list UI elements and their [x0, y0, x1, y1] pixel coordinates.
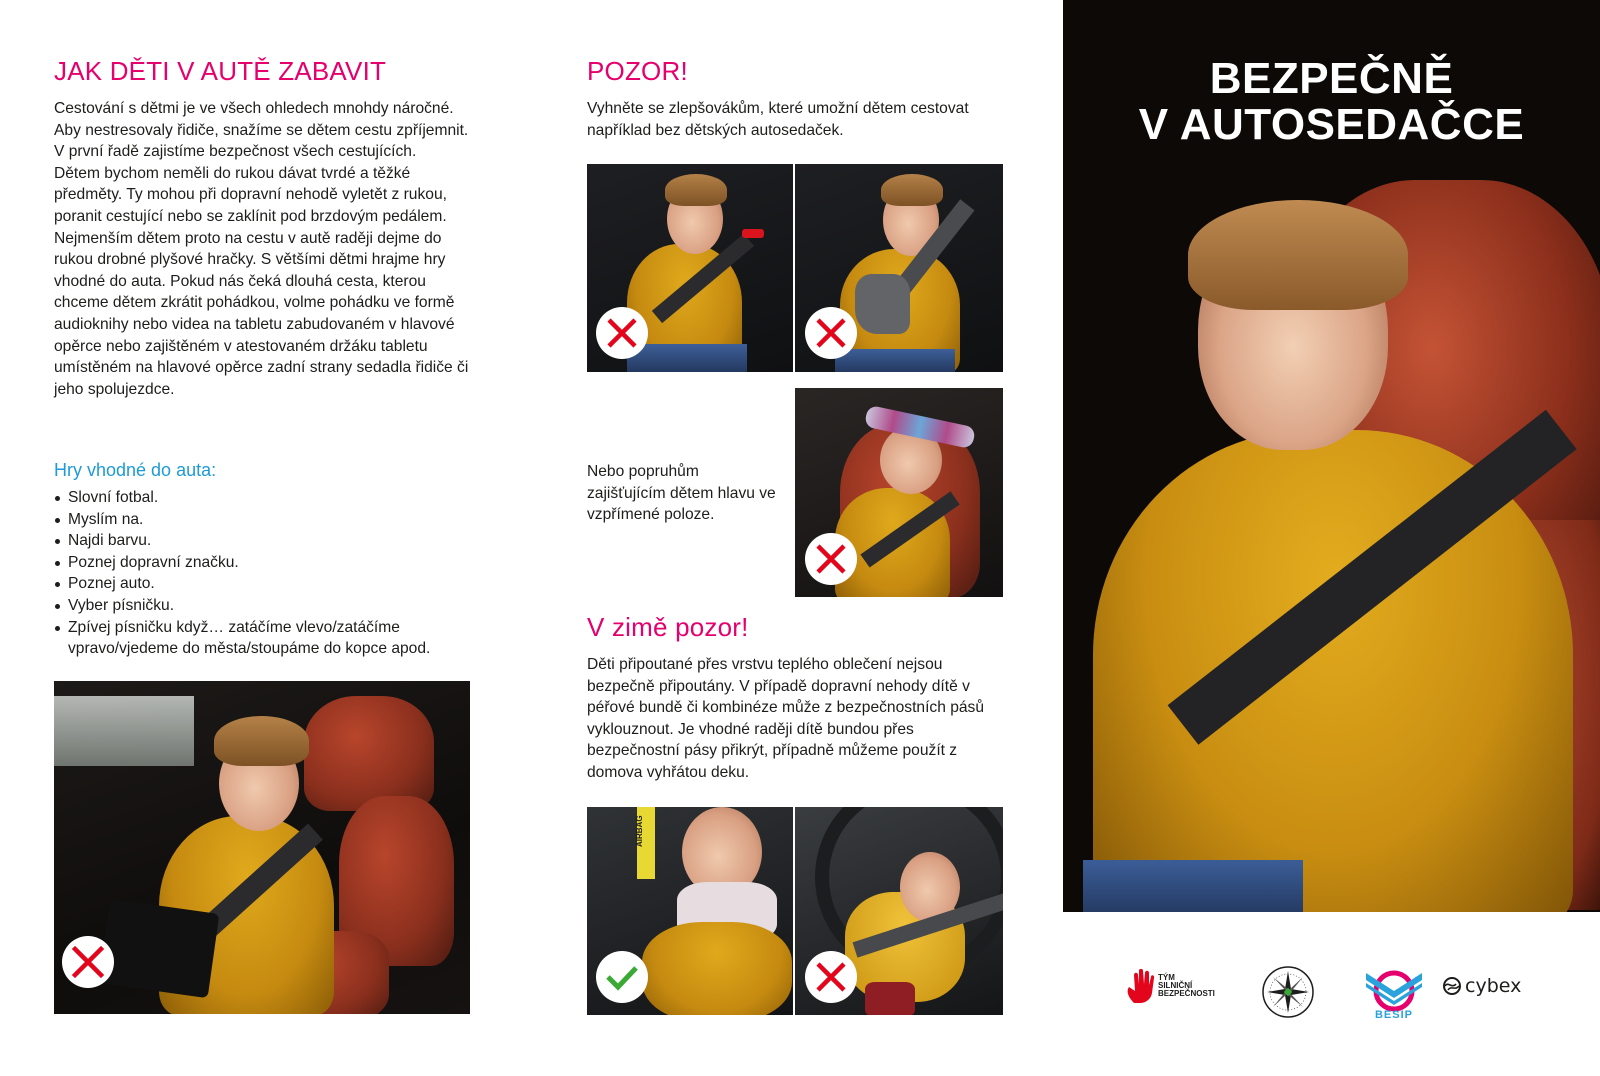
police-star-icon: [1261, 965, 1315, 1019]
check-icon: [605, 960, 639, 994]
badge-incorrect: [805, 951, 857, 1003]
logo-tym-silnicni-bezpecnosti: TÝM SILNIČNÍ BEZPEČNOSTI: [1126, 969, 1215, 1003]
belt-positioner-pad: [855, 274, 910, 334]
cross-icon: [71, 945, 105, 979]
child-hair: [665, 174, 727, 206]
winter-text: Děti připoutané přes vrstvu teplého oblečení nejsou bezpečně připoutány. V případě dopravní nehody dítě v péřové bundě či kombinéze může z bezpečnostních pásů vyklouznout. Je vhodné raději dítě bundou přes bezpečnostní pásy přikrýt, případně můžeme použít z domova vyhřátou deku.: [587, 656, 985, 781]
games-list: [54, 487, 474, 660]
cybex-icon: [1442, 976, 1462, 996]
games-list-item: Najdi barvu.: [54, 530, 474, 552]
badge-incorrect: [805, 533, 857, 585]
jacket-baby-photo: [795, 807, 1003, 1015]
belt-clip-photo: [587, 164, 793, 372]
red-belt-clip: [742, 229, 764, 238]
head-strap-photo: [795, 388, 1003, 597]
head-strap-text: Nebo popruhům zajišťujícím dětem hlavu ve vzpřímené poloze.: [587, 463, 776, 524]
pozor-title: POZOR!: [587, 56, 688, 86]
partner-logos: [1063, 955, 1600, 1025]
child-hair: [214, 716, 309, 766]
tablet-boy-photo: [54, 681, 470, 1014]
blanket-baby-photo: [587, 807, 793, 1015]
badge-incorrect: [805, 307, 857, 359]
besip-emblem-icon: [1364, 965, 1424, 1015]
cross-icon: [814, 542, 848, 576]
jeans: [1083, 860, 1303, 912]
logo-cybex: cybex: [1442, 975, 1521, 997]
games-list-item: Myslím na.: [54, 509, 474, 531]
airbag-warning-label: AIRBAG: [637, 807, 655, 879]
logo-besip: BESIP: [1364, 959, 1424, 1021]
cross-icon: [605, 316, 639, 350]
cross-icon: [814, 960, 848, 994]
logo-policie-cr: [1261, 965, 1315, 1019]
games-list-item: Poznej dopravní značku.: [54, 552, 474, 574]
winter-title: V zimě pozor!: [587, 612, 749, 642]
games-list-item: Poznej auto.: [54, 573, 474, 595]
left-paragraph: Cestování s dětmi je ve všech ohledech mnohdy náročné. Aby nestresovaly řidiče, snažíme se dětem cestu zpříjemnit. V první řadě zajistíme bezpečnost všech cestujících.: [54, 100, 469, 161]
badge-incorrect: [596, 307, 648, 359]
yellow-blanket: [642, 922, 792, 1015]
belt-pad-photo: [795, 164, 1003, 372]
red-hand-icon: [1126, 969, 1156, 1003]
games-list-item: Slovní fotbal.: [54, 487, 474, 509]
child-hair: [1188, 200, 1408, 310]
left-paragraph: Nejmenším dětem proto na cestu v autě raději dejme do rukou drobné plyšové hračky. S většími dětmi hrajme hry vhodné do auta. Pokud nás čeká dlouhá cesta, kterou chceme dětem zkrátit pohádkou, volme pohádku ve formě audioknihy nebo videa na tabletu zabudovaném v hlavové opěrce nebo zajištěném v atestovaném držáku tabletu umístěném na hlavové opěrce zadní strany sedadla řidiče či jeho spolujezdce.: [54, 229, 469, 398]
left-intro-text: [54, 98, 474, 400]
games-list-item: Zpívej písničku když… zatáčíme vlevo/zatáčíme vpravo/vjedeme do města/stoupáme do kopce apod.: [54, 617, 474, 660]
badge-incorrect: [62, 936, 114, 988]
badge-correct: [596, 951, 648, 1003]
tablet: [99, 899, 220, 998]
games-subtitle: Hry vhodné do auta:: [54, 460, 217, 480]
cover-photo: [1063, 0, 1600, 912]
pozor-text: Vyhněte se zlepšovákům, které umožní dětem cestovat například bez dětských autosedaček.: [587, 100, 969, 139]
cross-icon: [814, 316, 848, 350]
games-list-item: Vyber písničku.: [54, 595, 474, 617]
cover-title: BEZPEČNĚ V AUTOSEDAČCE: [1138, 54, 1525, 149]
jeans: [835, 349, 955, 372]
left-section-title: JAK DĚTI V AUTĚ ZABAVIT: [54, 56, 387, 86]
child-hair: [881, 174, 943, 206]
red-pants: [865, 982, 915, 1015]
seat-headrest: [304, 696, 434, 811]
car-window: [54, 696, 194, 766]
jeans: [627, 344, 747, 372]
left-paragraph: Dětem bychom neměli do rukou dávat tvrdé a těžké předměty. Ty mohou při dopravní nehodě vyletět z rukou, poranit cestující nebo se zaklínit pod brzdovým pedálem.: [54, 164, 447, 225]
